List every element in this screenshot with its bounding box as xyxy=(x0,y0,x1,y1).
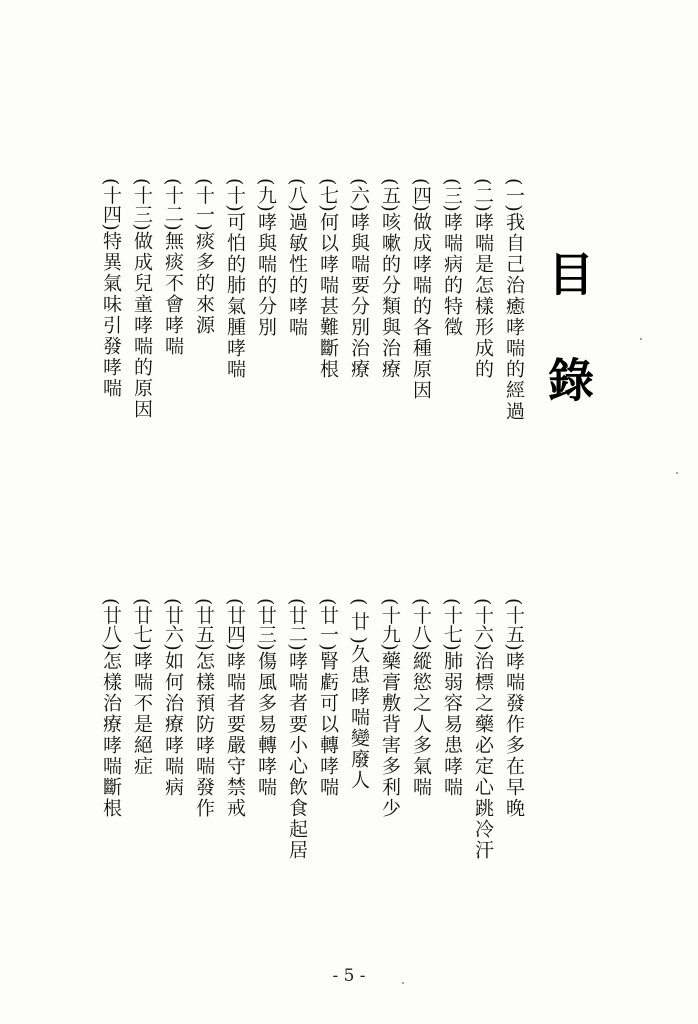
toc-entry-number: (十八) xyxy=(410,598,432,651)
toc-entry xyxy=(467,598,498,898)
toc-entry-title: 做成兒童哮喘的原因 xyxy=(131,230,153,420)
toc-entry-number: (廿一) xyxy=(317,598,339,651)
toc-entry-number: ( 廿 ) xyxy=(348,598,370,644)
toc-entry-number: (廿二) xyxy=(286,598,308,651)
toc-entry-title: 何以哮喘甚難斷根 xyxy=(317,211,339,380)
toc-entry-number: (十四) xyxy=(100,178,122,231)
toc-entry xyxy=(281,598,312,898)
toc-entry-title: 哮喘是怎樣形成的 xyxy=(472,211,494,380)
scan-speck xyxy=(640,338,642,340)
toc-entry xyxy=(126,598,157,898)
toc-entry-number: (十三) xyxy=(131,178,153,231)
toc-entry xyxy=(405,598,436,898)
toc-entry-title: 無痰不會哮喘 xyxy=(162,230,184,357)
toc-entry-number: (十七) xyxy=(441,598,463,651)
toc-entry-number: (一) xyxy=(503,178,525,212)
page-title: 目錄 xyxy=(541,250,595,462)
toc-entry-number: (三) xyxy=(441,178,463,212)
toc-entry xyxy=(436,598,467,898)
toc-entry-number: (七) xyxy=(317,178,339,212)
toc-entry-number: (十一) xyxy=(193,178,215,231)
scan-speck xyxy=(402,982,404,984)
toc-entry-number: (六) xyxy=(348,178,370,212)
toc-entry-number: (十二) xyxy=(162,178,184,231)
toc-entry-title: 哮與喘的分別 xyxy=(255,211,277,338)
toc-entry-number: (四) xyxy=(410,178,432,212)
toc-entry-title: 治標之藥必定心跳冷汗 xyxy=(472,650,494,861)
toc-entry xyxy=(157,178,188,478)
toc-entry-title: 哮喘病的特徵 xyxy=(441,211,463,338)
toc-entry xyxy=(436,178,467,478)
toc-entry-number: (廿六) xyxy=(162,598,184,651)
toc-entry xyxy=(188,178,219,478)
toc-entry-title: 咳嗽的分類與治療 xyxy=(379,211,401,380)
toc-entry-title: 哮喘者要嚴守禁戒 xyxy=(224,650,246,819)
toc-entry-title: 過敏性的哮喘 xyxy=(286,211,308,338)
toc-entry-title: 傷風多易轉哮喘 xyxy=(255,650,277,798)
toc-upper-block xyxy=(95,178,529,478)
toc-entry-number: (八) xyxy=(286,178,308,212)
toc-entry-title: 我自己治癒哮喘的經過 xyxy=(503,211,525,422)
page-number: - 5 - xyxy=(332,966,366,986)
toc-entry-title: 可怕的肺氣腫哮喘 xyxy=(224,211,246,380)
toc-entry-title: 特異氣味引發哮喘 xyxy=(100,230,122,399)
toc-entry xyxy=(498,178,529,478)
toc-entry xyxy=(467,178,498,478)
toc-entry-title: 做成哮喘的各種原因 xyxy=(410,211,432,401)
toc-entry-title: 怎樣預防哮喘發作 xyxy=(193,650,215,819)
toc-entry-number: (十九) xyxy=(379,598,401,651)
toc-entry xyxy=(312,598,343,898)
scan-speck xyxy=(676,472,678,474)
toc-entry-number: (十) xyxy=(224,178,246,212)
toc-entry xyxy=(126,178,157,478)
toc-entry-title: 藥膏敷背害多利少 xyxy=(379,650,401,819)
toc-entry-number: (十五) xyxy=(503,598,525,651)
toc-entry xyxy=(374,178,405,478)
toc-entry xyxy=(405,178,436,478)
toc-lower-block xyxy=(95,598,529,898)
toc-entry xyxy=(188,598,219,898)
toc-entry-title: 哮喘發作多在早晚 xyxy=(503,650,525,819)
toc-entry-title: 久患哮喘變廢人 xyxy=(348,643,370,791)
toc-entry-number: (廿三) xyxy=(255,598,277,651)
toc-entry-title: 哮喘者要小心飲食起居 xyxy=(286,650,308,861)
toc-entry xyxy=(312,178,343,478)
toc-entry-title: 縱慾之人多氣喘 xyxy=(410,650,432,798)
toc-entry-title: 哮與喘要分別治療 xyxy=(348,211,370,380)
toc-entry xyxy=(281,178,312,478)
toc-entry xyxy=(343,178,374,478)
toc-entry-number: (廿八) xyxy=(100,598,122,651)
toc-entry xyxy=(219,598,250,898)
toc-entry xyxy=(157,598,188,898)
toc-entry xyxy=(343,598,374,898)
toc-entry-title: 痰多的來源 xyxy=(193,230,215,336)
toc-entry-number: (廿四) xyxy=(224,598,246,651)
toc-entry-number: (五) xyxy=(379,178,401,212)
toc-entry-title: 哮喘不是絕症 xyxy=(131,650,153,777)
toc-entry xyxy=(250,598,281,898)
toc-entry xyxy=(498,598,529,898)
toc-entry-number: (二) xyxy=(472,178,494,212)
toc-entry-number: (十六) xyxy=(472,598,494,651)
toc-entry-title: 肺弱容易患哮喘 xyxy=(441,650,463,798)
toc-entry-title: 如何治療哮喘病 xyxy=(162,650,184,798)
toc-entry-number: (廿五) xyxy=(193,598,215,651)
toc-entry xyxy=(219,178,250,478)
toc-entry xyxy=(374,598,405,898)
toc-entry xyxy=(95,178,126,478)
toc-entry xyxy=(250,178,281,478)
toc-entry-number: (廿七) xyxy=(131,598,153,651)
toc-entry-title: 腎虧可以轉哮喘 xyxy=(317,650,339,798)
toc-entry-title: 怎樣治療哮喘斷根 xyxy=(100,650,122,819)
toc-entry-number: (九) xyxy=(255,178,277,212)
toc-entry xyxy=(95,598,126,898)
